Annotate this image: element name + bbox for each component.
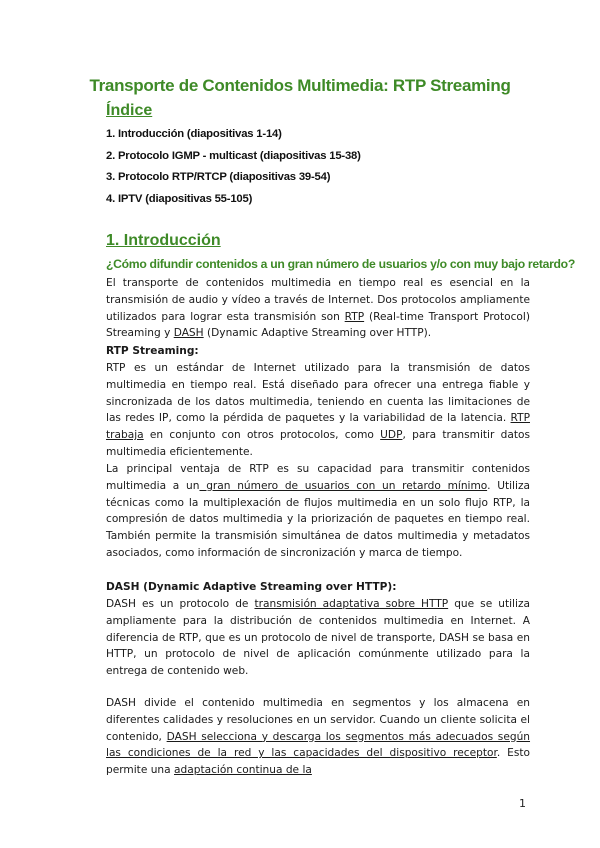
term-rtp-trabaja: RTP trabaja <box>106 412 530 442</box>
document-title: Transporte de Contenidos Multimedia: RTP Streaming <box>89 76 511 95</box>
table-of-contents <box>106 127 361 213</box>
paragraph-rtp <box>106 360 530 461</box>
toc-item: 4. IPTV (diapositivas 55-105) <box>106 192 253 205</box>
text: DASH es un protocolo de <box>106 598 255 610</box>
toc-item: 2. Protocolo IGMP - multicast (diapositivas 15-38) <box>106 149 361 162</box>
rtp-subheading: RTP Streaming: <box>106 345 199 357</box>
text: . Esto permite una <box>106 747 530 777</box>
paragraph-intro <box>106 275 530 342</box>
term-rtp: RTP <box>344 310 365 323</box>
paragraph-rtp-advantage <box>106 461 530 562</box>
text: La principal ventaja de RTP es su capacidad para transmitir contenidos multimedia a un <box>106 463 530 492</box>
term-dash: DASH <box>173 327 204 340</box>
highlight-low-delay: gran número de usuarios con un retardo mínimo <box>199 479 488 492</box>
text: (Real-time Transport Protocol) Streaming y <box>106 310 530 340</box>
index-heading: Índice <box>106 102 153 119</box>
text: . Utiliza técnicas como la multiplexación de flujos multimedia en un solo flujo RTP, la compresión de datos multimedia y la priorización de paquetes en tiempo real. También permite la transmisión simultánea de datos multimedia y metadatos asociados, como información de sincronización y marca de tiempo. <box>106 479 530 559</box>
highlight-dash-selection: DASH selecciona y descarga los segmentos más adecuados según las condiciones de la red y las capacidades del dispositivo receptor <box>106 730 531 760</box>
intro-question: ¿Cómo difundir contenidos a un gran número de usuarios y/o con muy bajo retardo? <box>106 257 575 271</box>
section-heading-introduction: 1. Introducción <box>106 232 221 249</box>
toc-item: 1. Introducción (diapositivas 1-14) <box>106 128 282 140</box>
page-number: 1 <box>519 797 526 810</box>
highlight-continuous-adaptation: adaptación continua de la <box>174 764 312 777</box>
text: en conjunto con otros protocolos, como <box>143 429 381 442</box>
text: RTP es un estándar de Internet utilizado para la transmisión de datos multimedia en tiempo real. Está diseñado para ofrecer una entrega fiable y sincronizada de los datos multimedia, teniendo en cuenta las limitaciones de las redes IP, como la pérdida de paquetes y la variabilidad de la latencia. <box>106 362 530 425</box>
text: (Dynamic Adaptive Streaming over HTTP). <box>203 327 432 340</box>
text: , para transmitir datos multimedia eficientemente. <box>106 429 530 458</box>
text: que se utiliza ampliamente para la distribución de contenidos multimedia en Internet. A diferencia de RTP, que es un protocolo de nivel de transporte, DASH se basa en HTTP, un protocolo de nivel de aplicación comúnmente utilizado para la entrega de contenido web. <box>106 598 530 678</box>
paragraph-dash <box>106 596 530 680</box>
text: DASH divide el contenido multimedia en segmentos y los almacena en diferentes calidades y resoluciones en un servidor. Cuando un cliente solicita el contenido, <box>106 697 530 743</box>
paragraph-dash-segments <box>106 695 530 779</box>
dash-subheading: DASH (Dynamic Adaptive Streaming over HTTP): <box>106 581 397 593</box>
toc-item: 3. Protocolo RTP/RTCP (diapositivas 39-54) <box>106 171 331 183</box>
term-udp: UDP <box>380 429 403 442</box>
highlight-adaptive-http: transmisión adaptativa sobre HTTP <box>254 598 449 610</box>
text: El transporte de contenidos multimedia en tiempo real es esencial en la transmisión de audio y vídeo a través de Internet. Dos protocolos ampliamente utilizados para lograr esta transmisión son <box>106 277 530 323</box>
